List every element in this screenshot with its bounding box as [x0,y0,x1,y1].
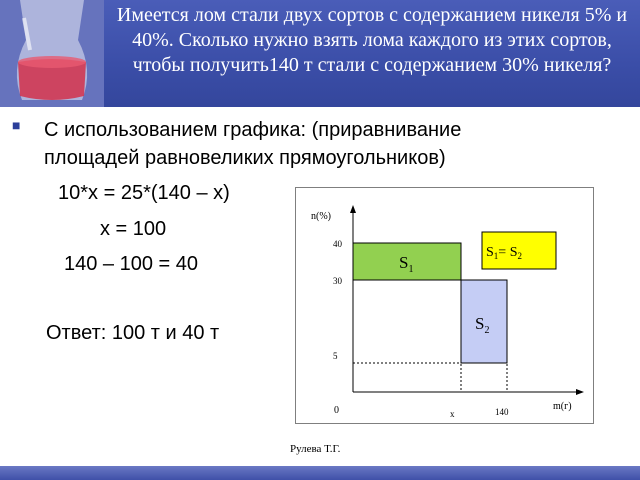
area-diagram [295,187,594,424]
y-axis-label: n(%) [311,211,331,222]
equation-3: 140 – 100 = 40 [64,253,199,275]
equation-2: x = 100 [100,218,167,240]
bottom-bar [0,466,640,480]
y-tick-5: 5 [333,351,338,361]
x-axis-label: m(г) [553,401,572,412]
x-tick-x: x [450,409,455,419]
equality-label: $S_1= S_2$ [486,245,522,261]
origin-label: 0 [334,405,339,416]
answer-text: Ответ: 100 т и 40 т [46,322,220,344]
flask-icon [0,0,104,107]
diagram-frame [296,188,594,424]
y-tick-30: 30 [333,276,342,286]
y-tick-40: 40 [333,239,342,249]
equation-1: 10*x = 25*(140 – x) [58,182,230,204]
bullet-icon: ■ [12,119,21,134]
s1-label: $S_1$ [399,253,414,275]
title-banner [0,0,640,107]
author-credit: Рулева Т.Г. [290,443,341,455]
flask-image [0,0,104,107]
page-title: Имеется лом стали двух сортов с содержанием никеля 5% и 40%. Сколько нужно взять лома каждого из этих сортов, чтобы получить140 т стали с содержанием 30% никеля? [116,4,628,76]
s2-label: $S_2$ [475,314,490,336]
x-tick-140: 140 [495,407,509,417]
intro-text: С использованием графика: (приравнивание площадей равновеликих прямоугольников) [44,119,462,169]
